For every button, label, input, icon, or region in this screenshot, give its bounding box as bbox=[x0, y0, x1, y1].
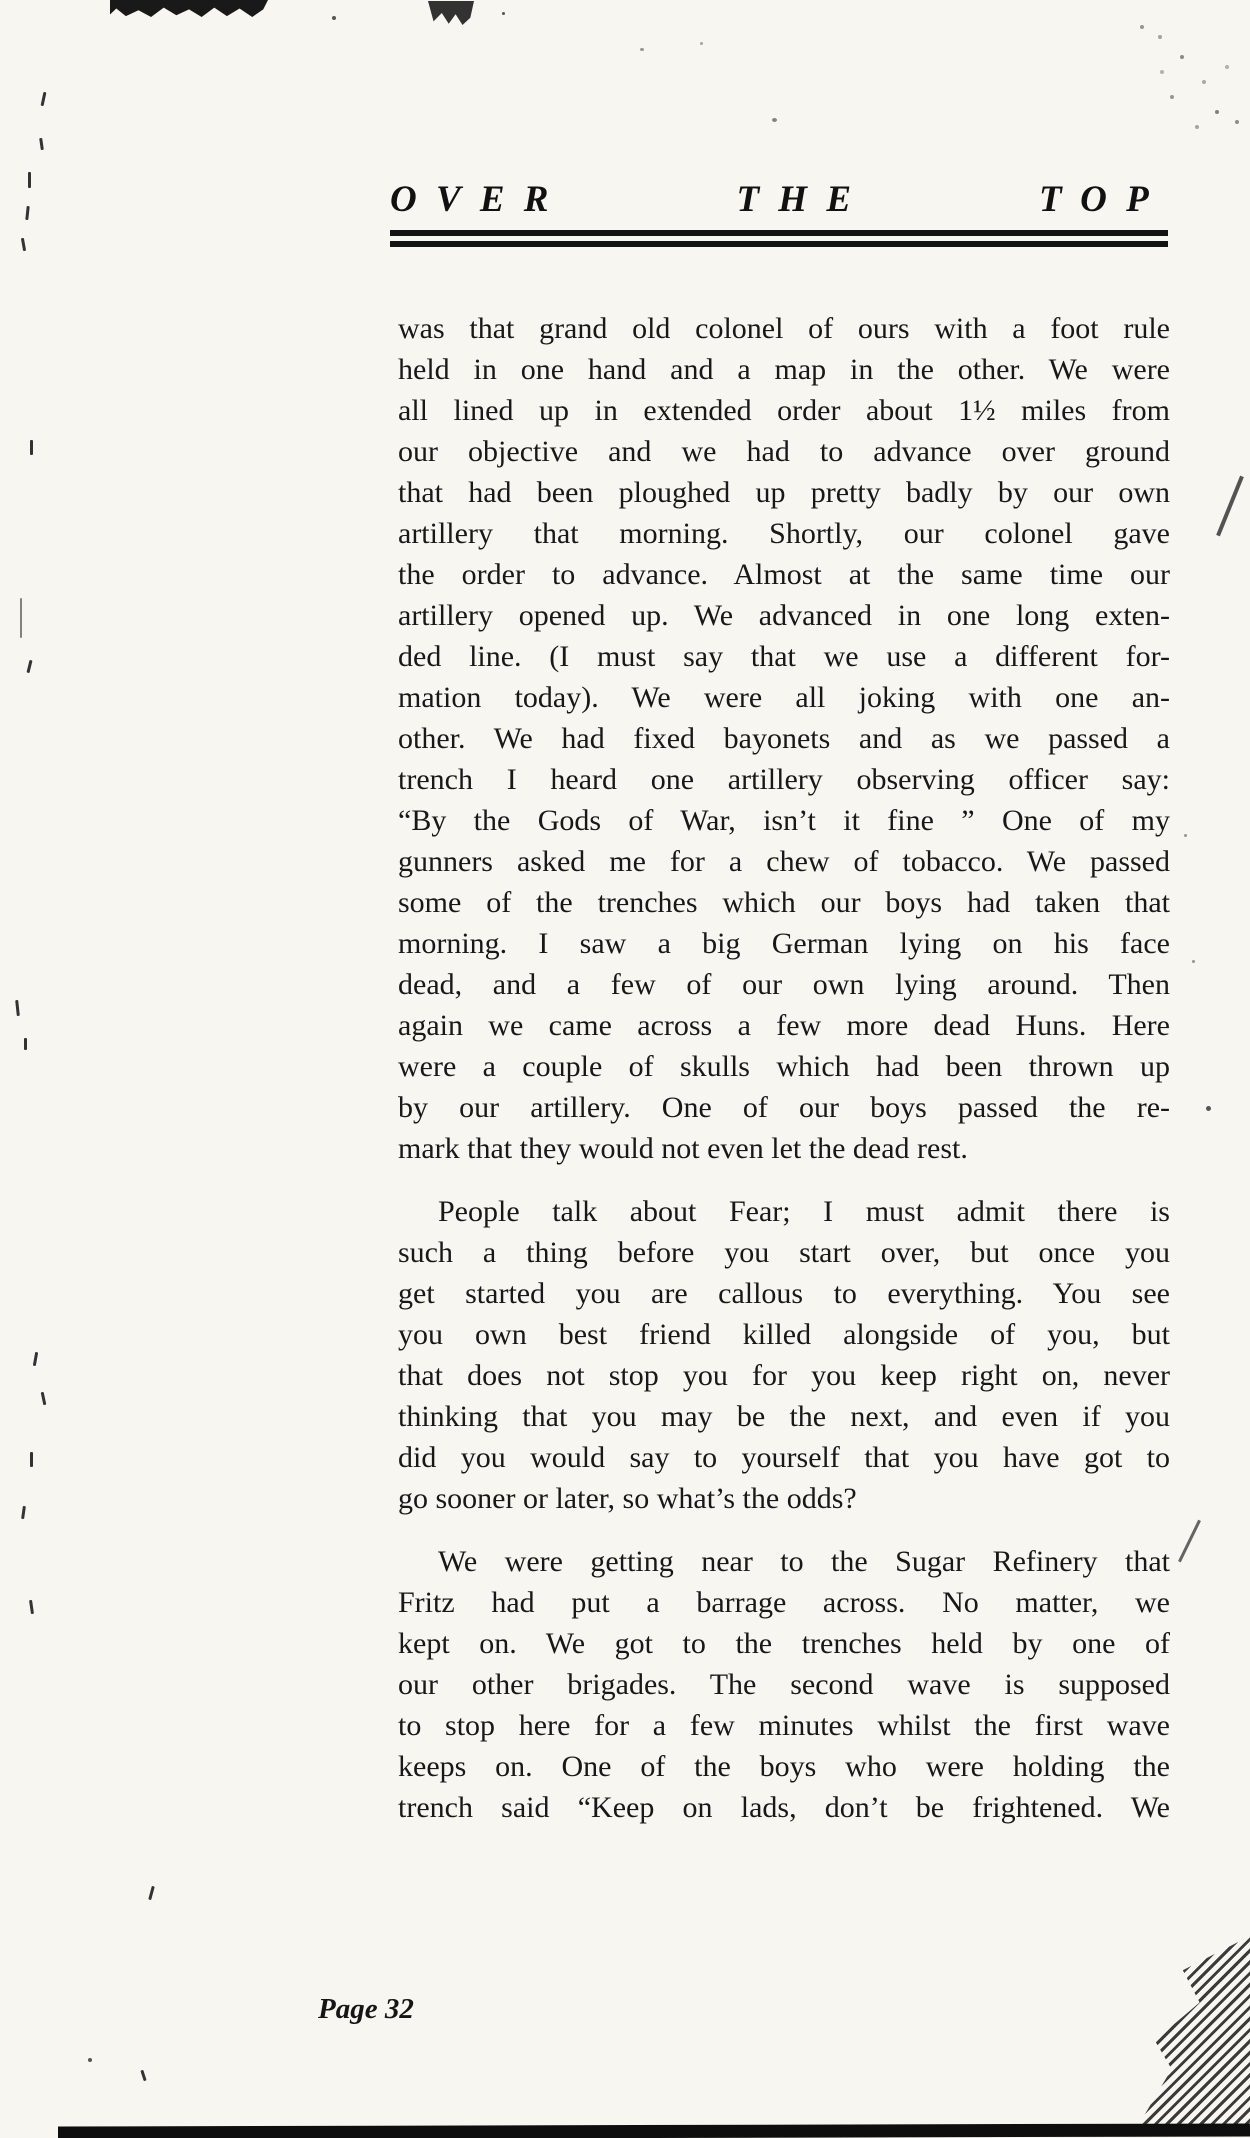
header-double-rule bbox=[390, 230, 1168, 247]
scan-artifact-corner-blob bbox=[1138, 1936, 1250, 2126]
margin-mark bbox=[15, 1000, 20, 1016]
scan-speck bbox=[88, 2058, 92, 2062]
text-line: morning. I saw a big German lying on his face bbox=[398, 927, 1170, 960]
scan-streak bbox=[1216, 476, 1244, 537]
page-number: Page 32 bbox=[318, 1993, 414, 2025]
margin-mark bbox=[24, 1038, 27, 1050]
running-head-word-the: THE bbox=[736, 179, 871, 220]
text-line: artillery that morning. Shortly, our colonel gave bbox=[398, 517, 1170, 550]
text-line: did you would say to yourself that you have got to bbox=[398, 1441, 1170, 1474]
text-line: trench I heard one artillery observing officer say: bbox=[398, 763, 1170, 796]
text-line: gunners asked me for a chew of tobacco. We passed bbox=[398, 845, 1170, 878]
scan-speck bbox=[700, 42, 703, 45]
text-line: kept on. We got to the trenches held by one of bbox=[398, 1627, 1170, 1660]
running-head bbox=[390, 181, 1168, 218]
text-line: you own best friend killed alongside of you, but bbox=[398, 1318, 1170, 1351]
paragraph-2 bbox=[398, 1191, 1170, 1519]
margin-mark bbox=[21, 238, 26, 251]
text-line: our other brigades. The second wave is supposed bbox=[398, 1668, 1170, 1701]
scan-speck bbox=[1192, 960, 1195, 963]
scan-speck bbox=[1184, 834, 1187, 837]
scan-artifact-bottom-bar bbox=[58, 2123, 1250, 2138]
margin-mark bbox=[21, 1506, 26, 1519]
text-line: were a couple of skulls which had been thrown up bbox=[398, 1050, 1170, 1083]
scan-speck bbox=[640, 48, 644, 51]
text-line: thinking that you may be the next, and even if you bbox=[398, 1400, 1170, 1433]
margin-mark bbox=[41, 92, 47, 106]
text-line: artillery opened up. We advanced in one long exten- bbox=[398, 599, 1170, 632]
text-line: some of the trenches which our boys had taken that bbox=[398, 886, 1170, 919]
text-line: We were getting near to the Sugar Refinery that bbox=[438, 1545, 1170, 1578]
text-line: go sooner or later, so what’s the odds? bbox=[398, 1482, 857, 1515]
margin-mark bbox=[26, 660, 32, 673]
text-line: the order to advance. Almost at the same time our bbox=[398, 558, 1170, 591]
margin-mark bbox=[41, 1392, 47, 1405]
margin-mark bbox=[30, 1452, 33, 1467]
margin-mark bbox=[33, 1352, 38, 1366]
text-line: that does not stop you for you keep right on, never bbox=[398, 1359, 1170, 1392]
running-head-word-over: OVER bbox=[390, 179, 568, 220]
scan-speck bbox=[502, 12, 505, 15]
text-line: again we came across a few more dead Huns. Here bbox=[398, 1009, 1170, 1042]
margin-mark bbox=[148, 1886, 155, 1900]
scan-speck bbox=[332, 16, 336, 20]
margin-mark bbox=[20, 598, 22, 638]
scan-streak bbox=[1178, 1520, 1201, 1563]
text-line: to stop here for a few minutes whilst the first wave bbox=[398, 1709, 1170, 1742]
text-line: other. We had fixed bayonets and as we passed a bbox=[398, 722, 1170, 755]
text-line: mark that they would not even let the dead rest. bbox=[398, 1132, 968, 1165]
text-line: trench said “Keep on lads, don’t be frightened. We bbox=[398, 1791, 1170, 1824]
text-line: mation today). We were all joking with one an- bbox=[398, 681, 1170, 714]
text-line: that had been ploughed up pretty badly by our own bbox=[398, 476, 1170, 509]
text-line: was that grand old colonel of ours with a foot rule bbox=[398, 312, 1170, 345]
text-line: People talk about Fear; I must admit there is bbox=[438, 1195, 1170, 1228]
running-head-word-top: TOP bbox=[1039, 179, 1168, 220]
scan-speck bbox=[1206, 1106, 1211, 1111]
margin-mark bbox=[140, 2070, 146, 2081]
text-line: Fritz had put a barrage across. No matter, we bbox=[398, 1586, 1170, 1619]
text-line: our objective and we had to advance over ground bbox=[398, 435, 1170, 468]
margin-mark bbox=[30, 440, 33, 455]
text-line: held in one hand and a map in the other. We were bbox=[398, 353, 1170, 386]
scan-artifact-top-strip bbox=[110, 0, 268, 17]
paragraph-1 bbox=[398, 308, 1170, 1169]
text-line: get started you are callous to everything. You see bbox=[398, 1277, 1170, 1310]
text-line: such a thing before you start over, but once you bbox=[398, 1236, 1170, 1269]
text-line: “By the Gods of War, isn’t it fine ” One of my bbox=[398, 804, 1170, 837]
margin-mark bbox=[39, 138, 44, 150]
text-line: all lined up in extended order about 1½ miles from bbox=[398, 394, 1170, 427]
text-line: ded line. (I must say that we use a different for- bbox=[398, 640, 1170, 673]
margin-mark bbox=[25, 206, 29, 220]
scan-artifact-top-strip-small bbox=[428, 1, 474, 25]
paragraph-3 bbox=[398, 1541, 1170, 1828]
scan-speck bbox=[772, 118, 777, 122]
text-line: keeps on. One of the boys who were holding the bbox=[398, 1750, 1170, 1783]
scan-speck-cluster bbox=[1140, 25, 1144, 29]
text-line: by our artillery. One of our boys passed the re- bbox=[398, 1091, 1170, 1124]
margin-mark bbox=[28, 172, 31, 188]
text-line: dead, and a few of our own lying around. Then bbox=[398, 968, 1170, 1001]
page-body-text bbox=[398, 308, 1170, 1828]
margin-mark bbox=[29, 1600, 34, 1614]
